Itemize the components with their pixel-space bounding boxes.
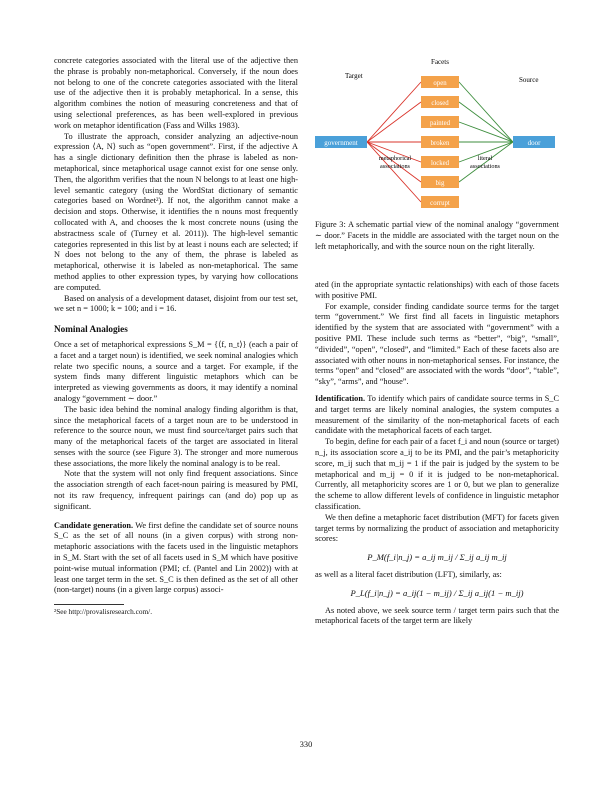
footnote: ²See http://provalisresearch.com/.	[54, 607, 153, 617]
equation: P_L(f_i|n_j) = a_ij(1 − m_ij) / Σ_ij a_ij(1 − m_ij)	[350, 587, 524, 598]
metaphoric-link	[367, 102, 421, 142]
run-in-heading: Identification.	[315, 393, 366, 403]
literal-link	[459, 82, 513, 142]
paragraph: as well as a literal facet distribution (LFT), similarly, as:	[315, 569, 502, 579]
literal-label: associations	[470, 163, 500, 170]
facet-label: corrupt	[430, 200, 450, 207]
facet-label: open	[433, 80, 447, 87]
source-label: Source	[519, 76, 539, 84]
paragraph: concrete categories associated with the literal use of the adjective then the phrase is probably non-metaphorical. Conversely, if the noun does not belong to one of the concrete categories associated with the literal use of the adjective then it is probably metaphorical. In a sense, this algorithm combines the notion of measuring concreteness and that of using selectional preferences, as has been well-explored in previous work on metaphor identification (Fass and Wilks 1983).	[54, 56, 298, 130]
analogy-diagram	[315, 56, 559, 216]
source-noun: door	[527, 139, 541, 147]
paragraph: Once a set of metaphorical expressions S_M = {⟨f, n_t⟩} (each a pair of a facet and a target noun) is identified, we seek nominal analogies which relate two specific nouns, a source and a target. For example, if the system finds many different linguistic metaphors which can be interpreted as viewing governments as doors, it may identify a nominal analogy “government ∼ door.”	[54, 339, 298, 403]
paragraph	[315, 394, 559, 437]
facet-label: locked	[430, 160, 450, 167]
paragraph-text: To identify which pairs of candidate source terms in S_C and target terms are likely nominal analogies, the system computes a measurement of the similarity of the non-metaphorical facets of each candidate with the metaphorical facets of each target.	[315, 393, 559, 436]
facet-label: closed	[431, 100, 449, 107]
paragraph-text: We first define the candidate set of source nouns S_C as the set of all nouns (in a given corpus) with strong non-metaphoric associations with the facets used in the linguistic metaphors in S_M. Start with the set of all facets used in S_M which have positive point-wise mutual information (PMI; cf. (Pantel and Lin 2002)) with at least one target term in the set. S_C is then defined as the set of all other (non-target) nouns (in a given large corpus) associ-	[54, 520, 298, 595]
metaphoric-link	[367, 142, 421, 182]
paragraph: We then define a metaphoric facet distribution (MFT) for facets given target terms by normalizing the product of association and metaphoricity scores:	[315, 512, 559, 544]
literal-link	[459, 122, 513, 142]
paragraph: ated (in the appropriate syntactic relationships) with each of those facets with positive PMI.	[315, 280, 559, 300]
facet-label: painted	[429, 120, 451, 127]
target-noun: government	[324, 139, 358, 147]
left-column	[54, 56, 298, 616]
facet-label: big	[435, 180, 445, 187]
literal-link	[459, 102, 513, 142]
paragraph: As noted above, we seek source term / target term pairs such that the metaphorical facets of the target term are likely	[315, 605, 559, 626]
figure-3	[315, 56, 559, 216]
paragraph: The basic idea behind the nominal analogy finding algorithm is that, since the metaphorical facets of a target noun are to be understood in reference to the source noun, we must find source/target pairs such that many of the metaphorical facets of the target are associated in literal senses with the source (see Figure 3). The stronger and more numerous these associations, the more likely the nominal analogy is to be real.	[54, 404, 298, 468]
facet-label: broken	[430, 140, 450, 147]
page-number: 330	[299, 740, 313, 749]
metaphorical-label: metaphorical	[378, 155, 412, 162]
section-heading: Nominal Analogies	[54, 324, 128, 335]
figure-caption: Figure 3: A schematic partial view of the nominal analogy “government ∼ door.” Facets in the middle are associated with the target noun on the left metaphorically, and with the source noun on the right literally.	[315, 220, 559, 251]
paragraph	[54, 521, 298, 597]
equation: P_M(f_i|n_j) = a_ij m_ij / Σ_ij a_ij m_ij	[367, 552, 507, 563]
paragraph: To illustrate the approach, consider analyzing an adjective-noun expression ⟨A, N⟩ such as “open government”. First, if the adjective A has a single dictionary definition then the phrase is labeled as non-metaphorical, since metaphorical usage cannot exist for one sense only. Then, the algorithm verifies that the noun N belongs to at least one high-level semantic category (using the WordStat dictionary of semantic categories based on Wordnet²). If not, the algorithm cannot make a decision and stops. Otherwise, it identifies the n nouns most frequently collocated with A, and chooses the k most concrete nouns (using the abstractness scale of (Turney et al. 2011)). The high-level semantic categories represented in this list by at least i nouns each are selected; if N does not belong to the any of them, the phrase is labeled as metaphorical, otherwise it is labeled as non-metaphorical. The same method applies to other expression types, by varying how collocations are computed.	[54, 131, 298, 292]
facets-label: Facets	[431, 58, 449, 66]
run-in-heading: Candidate generation.	[54, 520, 134, 530]
paragraph: To begin, define for each pair of a facet f_i and noun (source or target) n_j, its association score a_ij to be its PMI, and the pair’s metaphoricity score, m_ij such that m_ij = 1 if the pair is judged by the system to be metaphorical and m_ij = 0 if it is judged to be non-metaphorical. Currently, all metaphoricity scores are 1 or 0, but we plan to generalize the scheme to allow different levels of confidence in linguistic metaphor classification.	[315, 437, 560, 511]
metaphoric-link	[367, 142, 421, 202]
paragraph: For example, consider finding candidate source terms for the target term “government.” We first find all facets in linguistic metaphors identified by the system that are associated with “government” with a positive PMI. These include such terms as “better”, “big”, “small”, “divided”, “open”, “closed”, and “limited.” Each of these facets also are associated with other nouns in non-metaphorical senses. For instance, the terms “open” and “closed” are associated with the words “door”, “table”, “sky”, “arms”, and “house”.	[315, 301, 559, 387]
paragraph: Based on analysis of a development dataset, disjoint from our test set, we set n = 1000; k = 100; and i = 16.	[54, 293, 298, 314]
right-column	[315, 280, 559, 627]
target-label: Target	[345, 72, 363, 80]
footnote-rule	[54, 604, 124, 605]
metaphorical-label: associations	[380, 163, 410, 170]
literal-link	[459, 142, 513, 182]
literal-label: literal	[477, 155, 493, 162]
paragraph: Note that the system will not only find frequent associations. Since the association strength of each facet-noun pairing is measured by PMI, not its raw frequency, infrequent pairings can (and do) pop up as significant.	[54, 469, 298, 511]
metaphoric-link	[367, 82, 421, 142]
